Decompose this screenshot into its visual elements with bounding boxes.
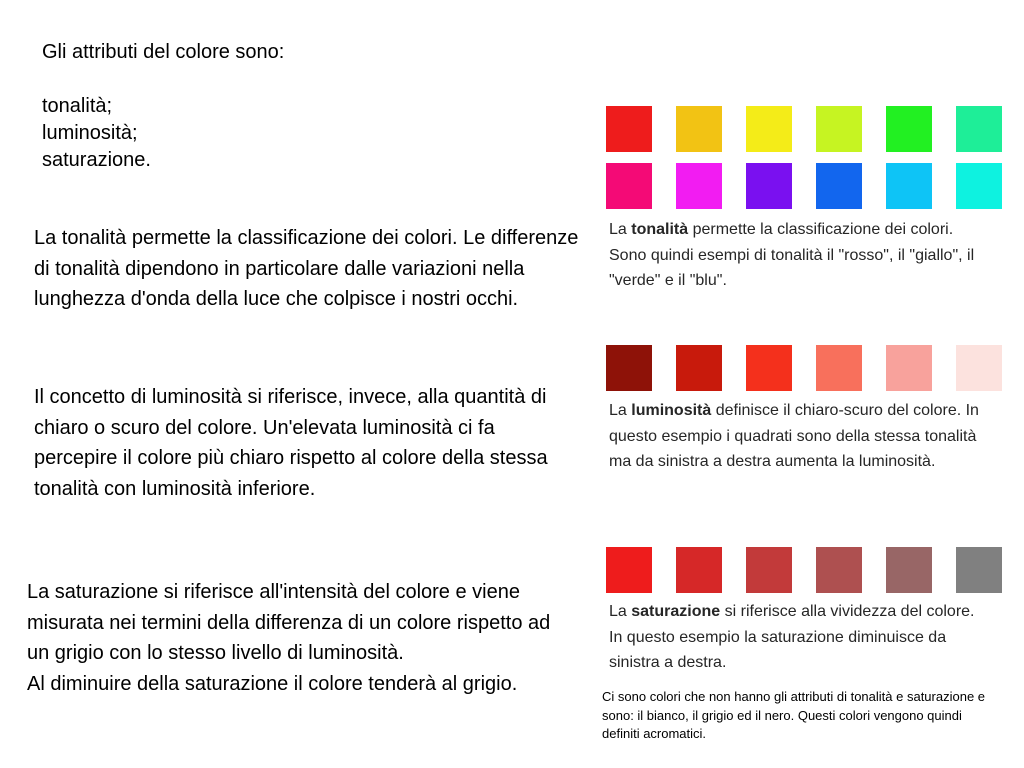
luminance-swatch-row bbox=[606, 345, 1002, 391]
hue-swatch bbox=[956, 163, 1002, 209]
luminance-swatch bbox=[816, 345, 862, 391]
hue-swatch bbox=[816, 163, 862, 209]
luminance-swatch bbox=[676, 345, 722, 391]
intro-item-hue: tonalità; bbox=[42, 95, 113, 117]
saturation-caption: La saturazione si riferisce alla vividezza del colore. In questo esempio la saturazione diminuisce da sinistra a destra. bbox=[609, 603, 975, 671]
hue-swatch-row-2 bbox=[606, 163, 1002, 209]
luminance-swatch bbox=[956, 345, 1002, 391]
hue-swatch bbox=[606, 163, 652, 209]
hue-swatch bbox=[886, 106, 932, 152]
hue-swatch bbox=[606, 106, 652, 152]
intro-item-luminance: luminosità; bbox=[42, 122, 138, 144]
saturation-swatch bbox=[746, 547, 792, 593]
luminance-swatch bbox=[606, 345, 652, 391]
hue-swatch bbox=[816, 106, 862, 152]
hue-swatch bbox=[886, 163, 932, 209]
saturation-swatch bbox=[956, 547, 1002, 593]
luminance-paragraph: Il concetto di luminosità si riferisce, invece, alla quantità di chiaro o scuro del colore. Un'elevata luminosità ci fa percepire il colore più chiaro rispetto al colore della stessa tonalità con luminosità inferiore. bbox=[34, 386, 548, 500]
saturation-swatch-row bbox=[606, 547, 1002, 593]
hue-swatch bbox=[676, 163, 722, 209]
luminance-swatch bbox=[886, 345, 932, 391]
saturation-paragraph-line1: La saturazione si riferisce all'intensità del colore e viene misurata nei termini della differenza di un colore rispetto ad un grigio con lo stesso livello di luminosità. bbox=[27, 581, 551, 664]
hue-caption: La tonalità permette la classificazione dei colori. Sono quindi esempi di tonalità il "rosso", il "giallo", il "verde" e il "blu". bbox=[609, 221, 975, 289]
saturation-caption-term: saturazione bbox=[631, 603, 721, 620]
achromatic-note: Ci sono colori che non hanno gli attributi di tonalità e saturazione e sono: il bianco, il grigio ed il nero. Questi colori vengono quindi definiti acromatici. bbox=[602, 689, 986, 741]
luminance-caption: La luminosità definisce il chiaro-scuro del colore. In questo esempio i quadrati sono della stessa tonalità ma da sinistra a destra aumenta la luminosità. bbox=[609, 402, 979, 470]
luminance-caption-term: luminosità bbox=[631, 402, 712, 419]
intro-heading: Gli attributi del colore sono: bbox=[42, 41, 285, 63]
hue-swatch bbox=[676, 106, 722, 152]
hue-caption-term: tonalità bbox=[631, 221, 689, 238]
hue-paragraph: La tonalità permette la classificazione dei colori. Le differenze di tonalità dipendono in particolare dalle variazioni nella lunghezza d'onda della luce che colpisce i nostri occhi. bbox=[34, 227, 579, 310]
saturation-paragraph bbox=[27, 577, 557, 699]
intro-item-saturation: saturazione. bbox=[42, 149, 151, 171]
hue-swatch bbox=[746, 106, 792, 152]
saturation-swatch bbox=[886, 547, 932, 593]
attributes-intro bbox=[42, 39, 284, 174]
saturation-swatch bbox=[816, 547, 862, 593]
saturation-paragraph-line2: Al diminuire della saturazione il colore tenderà al grigio. bbox=[27, 672, 518, 695]
hue-swatch bbox=[746, 163, 792, 209]
saturation-swatch bbox=[676, 547, 722, 593]
hue-swatch bbox=[956, 106, 1002, 152]
saturation-swatch bbox=[606, 547, 652, 593]
luminance-swatch bbox=[746, 345, 792, 391]
hue-swatch-row-1 bbox=[606, 106, 1002, 152]
